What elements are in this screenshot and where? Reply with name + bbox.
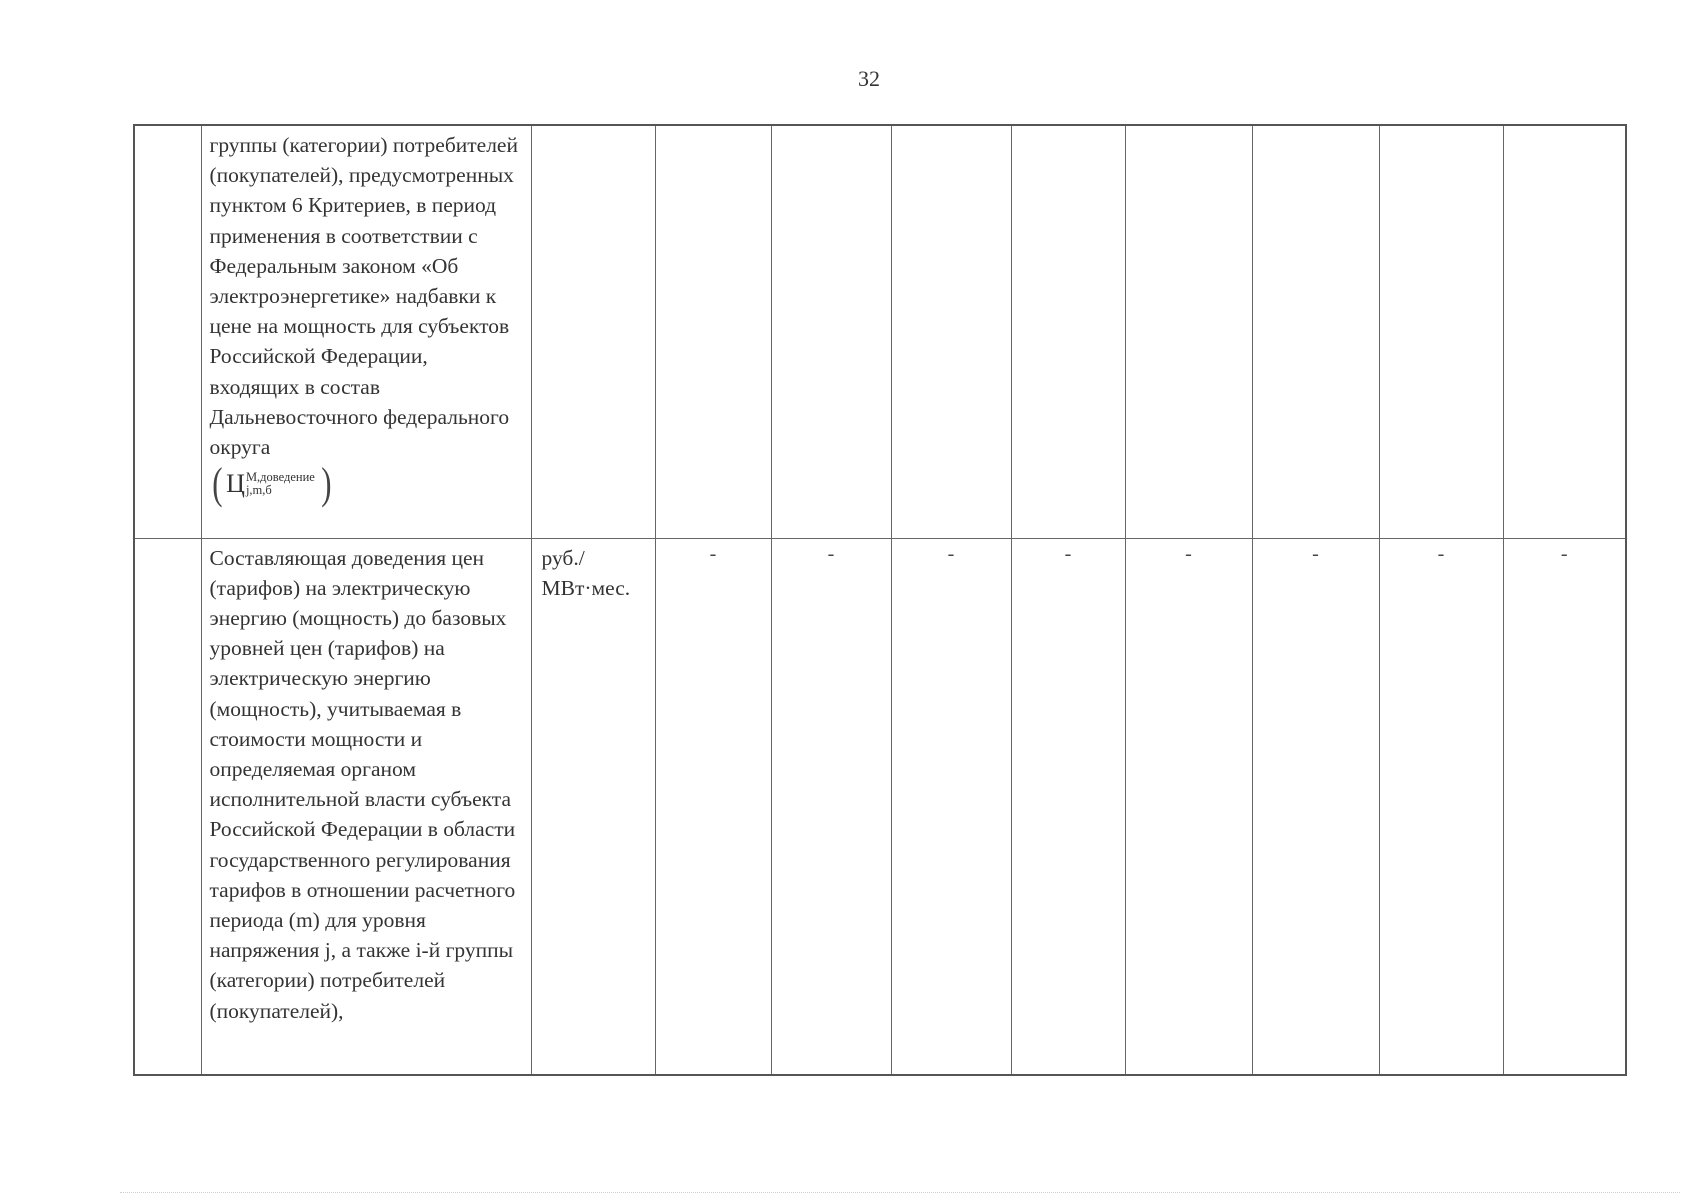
value-cell: -: [1379, 538, 1503, 1075]
formula: [210, 459, 334, 509]
description-text: группы (категории) потребителей (покупателей), предусмотренных пунктом 6 Критериев, в период применения в соответствии с Федеральным законом «Об электроэнергетике» надбавки к цене на мощность для субъектов Российской Федерации, входящих в состав Дальневосточного федерального округа: [209, 133, 518, 460]
value-cell: [655, 125, 771, 538]
formula-superscript: М,доведение: [245, 470, 315, 485]
value-cell: -: [1503, 538, 1626, 1075]
table-row: [134, 125, 1626, 538]
value-cell: [1125, 125, 1252, 538]
table-row: [134, 538, 1626, 1075]
value-cell: [1503, 125, 1626, 538]
value-cell: -: [891, 538, 1011, 1075]
value-cell: -: [771, 538, 891, 1075]
formula-open-paren: (: [211, 459, 222, 509]
row-number-cell: [134, 538, 201, 1075]
formula-close-paren: ): [321, 459, 332, 509]
formula-subscript: j,m,б: [245, 483, 272, 498]
value-cell: -: [1125, 538, 1252, 1075]
value-cell: [891, 125, 1011, 538]
tariff-table: [133, 124, 1627, 1076]
page-number: 32: [858, 66, 880, 91]
value-cell: [1011, 125, 1125, 538]
value-cell: -: [1252, 538, 1379, 1075]
scan-artifact-line: [120, 1192, 1680, 1193]
formula-symbol: Ц: [226, 469, 245, 499]
row-number-cell: [134, 125, 201, 538]
value-cell: [1252, 125, 1379, 538]
value-cell: [1379, 125, 1503, 538]
unit-cell: руб./ МВт·мес.: [531, 538, 655, 1075]
value-cell: [771, 125, 891, 538]
unit-cell: [531, 125, 655, 538]
description-cell: Составляющая доведения цен (тарифов) на электрическую энергию (мощность) до базовых уровней цен (тарифов) на электрическую энергию (мощность), учитываемая в стоимости мощности и определяемая органом исполнительной власти субъекта Российской Федерации в области государственного регулирования тарифов в отношении расчетного периода (m) для уровня напряжения j, а также i-й группы (категории) потребителей (покупателей),: [201, 538, 531, 1075]
description-cell: [201, 125, 531, 538]
value-cell: -: [655, 538, 771, 1075]
value-cell: -: [1011, 538, 1125, 1075]
formula-scripts: [246, 471, 315, 497]
